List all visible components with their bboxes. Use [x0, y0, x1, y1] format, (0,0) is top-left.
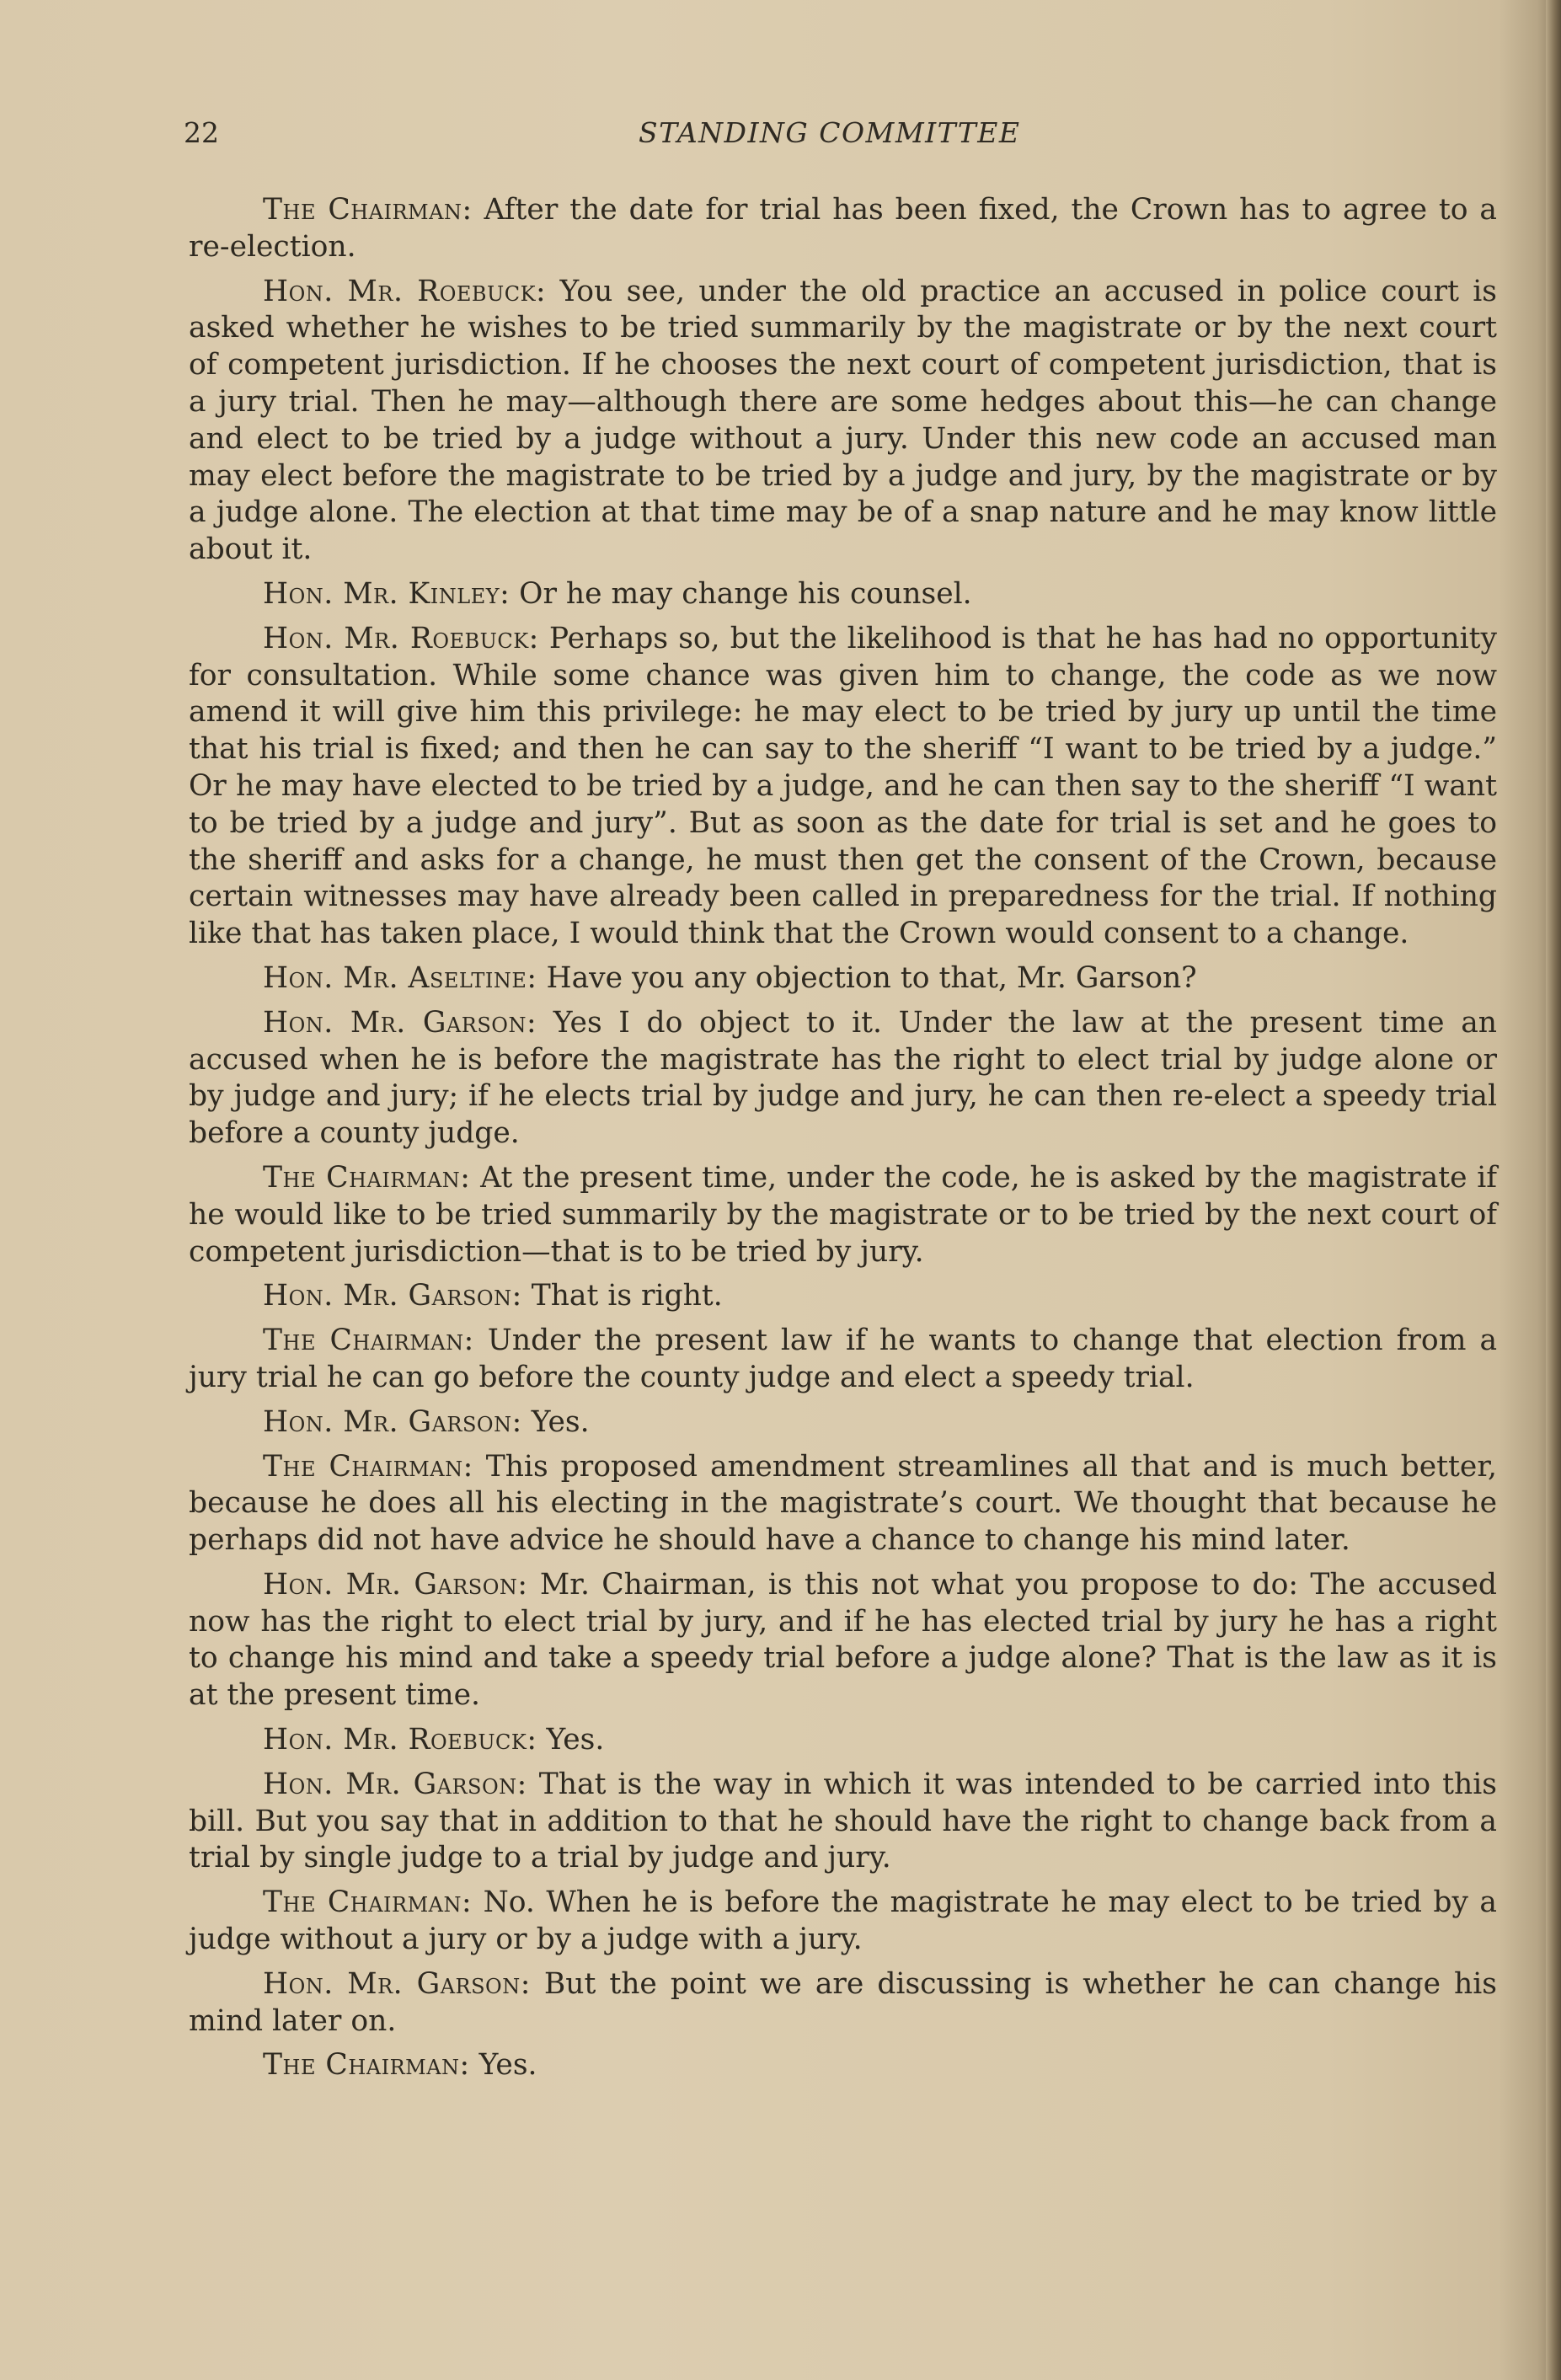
speech-text: Yes I do object to it. Under the law at the present time an accused when he is before the magistrate has the right to elect trial by judge alone or by judge and jury; if he elects trial by judge and jury, he can then re-elect a speedy trial before a county judge.	[189, 1005, 1498, 1151]
speech-text: Under the present law if he wants to change that election from a jury trial he can go before the county judge and elect a speedy trial.	[189, 1324, 1498, 1394]
transcript-paragraph	[189, 1722, 1497, 1759]
speech-text: At the present time, under the code, he is asked by the magistrate if he would like to be tried summarily by the magistrate or to be tried by the next court of competent jurisdiction—that is to be tried by jury.	[189, 1160, 1497, 1269]
speaker-name: Hon. Mr. Garson:	[263, 1767, 527, 1801]
speaker-name: Hon. Mr. Roebuck:	[263, 621, 539, 655]
transcript-paragraph	[189, 274, 1497, 569]
speaker-name: The Chairman:	[263, 1160, 471, 1195]
speaker-name: The Chairman:	[263, 1885, 473, 1920]
transcript-paragraph	[189, 192, 1497, 266]
speaker-name: The Chairman:	[263, 1449, 473, 1484]
transcript-paragraph	[189, 1966, 1497, 2040]
speech-text: Mr. Chairman, is this not what you propose to do: The accused now has the right to elect trial by jury, and if he has elected trial by jury he has a right to change his mind and take a speedy trial before a judge alone? That is the law as it is at the present time.	[189, 1567, 1497, 1713]
speech-text: Or he may change his counsel.	[519, 576, 972, 611]
speaker-name: Hon. Mr. Garson:	[263, 1279, 522, 1313]
speech-text: That is right.	[531, 1279, 723, 1313]
page-number: 22	[184, 116, 219, 149]
speaker-name: Hon. Mr. Roebuck:	[263, 1723, 537, 1757]
speech-text: Yes.	[546, 1723, 605, 1757]
transcript-paragraph	[189, 1005, 1497, 1153]
speech-text: No. When he is before the magistrate he may elect to be tried by a judge without a jury or by a judge with a jury.	[189, 1885, 1497, 1957]
transcript-paragraph	[189, 960, 1497, 997]
speech-text: But the point we are discussing is whether he can change his mind later on.	[189, 1966, 1498, 2038]
speech-text: Perhaps so, but the likelihood is that he has had no opportunity for consultation. While some chance was given him to change, the code as we now amend it will give him this privilege: he may elect to be tried by jury up until the time that his trial is fixed; and then he can say to the sheriff “I want to be tried by a judge.” Or he may have elected to be tried by a judge, and he can then say to the sheriff “I want to be tried by a judge and jury”. But as soon as the date for trial is set and he goes to the sheriff and asks for a change, he must then get the consent of the Crown, because certain witnesses may have already been called in preparedness for the trial. If nothing like that has taken place, I would think that the Crown would consent to a change.	[189, 621, 1497, 951]
transcript-paragraph	[189, 1449, 1497, 1559]
speaker-name: The Chairman:	[263, 193, 473, 227]
transcript-paragraph	[189, 1567, 1497, 1714]
speech-text: Have you any objection to that, Mr. Garson?	[546, 960, 1197, 995]
transcript-paragraph	[189, 1160, 1497, 1270]
transcript-paragraph	[189, 621, 1497, 953]
transcript-paragraph	[189, 1323, 1497, 1397]
speech-text: Yes.	[478, 2048, 537, 2083]
speaker-name: Hon. Mr. Garson:	[263, 1404, 522, 1439]
speaker-name: Hon. Mr. Garson:	[263, 1966, 531, 2001]
page-header	[184, 116, 1498, 153]
running-title: STANDING COMMITTEE	[639, 116, 1021, 149]
transcript-paragraph	[189, 2047, 1497, 2084]
transcript-body	[189, 192, 1497, 2092]
speech-text: Yes.	[531, 1404, 590, 1439]
speech-text: That is the way in which it was intended to be carried into this bill. But you say that in addition to that he should have the right to change back from a trial by single judge to a trial by judge and jury.	[189, 1767, 1498, 1875]
transcript-paragraph	[189, 1278, 1497, 1315]
speaker-name: The Chairman:	[263, 1324, 474, 1358]
page-binding-edge	[1546, 0, 1561, 2380]
speaker-name: Hon. Mr. Garson:	[263, 1567, 528, 1602]
speech-text: This proposed amendment streamlines all that and is much better, because he does all his electing in the magistrate’s court. We thought that because he perhaps did not have advice he should have a chance to change his mind later.	[189, 1449, 1497, 1558]
speech-text: You see, under the old practice an accused in police court is asked whether he wishes to be tried summarily by the magistrate or by the next court of competent jurisdiction. If he chooses the next court of competent jurisdiction, that is a jury trial. Then he may—although there are some hedges about this—he can change and elect to be tried by a judge without a jury. Under this new code an accused man may elect before the magistrate to be tried by a judge and jury, by the magistrate or by a judge alone. The election at that time may be of a snap nature and he may know little about it.	[189, 274, 1497, 567]
speaker-name: Hon. Mr. Kinley:	[263, 576, 511, 611]
transcript-paragraph	[189, 1404, 1497, 1441]
transcript-paragraph	[189, 1767, 1497, 1877]
transcript-paragraph	[189, 1885, 1497, 1959]
speaker-name: Hon. Mr. Garson:	[263, 1005, 537, 1040]
speaker-name: The Chairman:	[263, 2048, 470, 2083]
speaker-name: Hon. Mr. Roebuck:	[263, 274, 547, 308]
speech-text: After the date for trial has been fixed, the Crown has to agree to a re-election.	[189, 193, 1497, 264]
transcript-paragraph	[189, 576, 1497, 613]
speaker-name: Hon. Mr. Aseltine:	[263, 960, 537, 995]
